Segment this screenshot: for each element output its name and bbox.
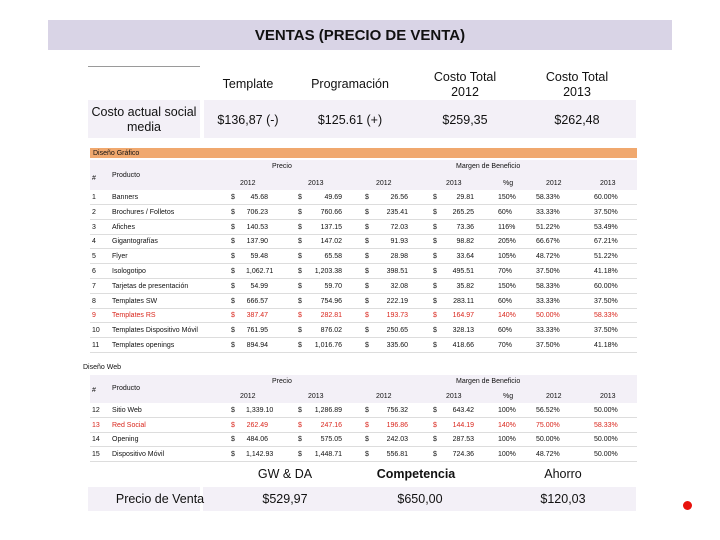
col-precio-2012: 2012 [240, 393, 256, 400]
table-cell-n: 11 [92, 342, 100, 349]
table-cell-p: Gigantografías [112, 238, 158, 246]
table-cell-b: 1,062.71 [246, 268, 274, 275]
col-margen-2013: 2013 [446, 393, 462, 400]
table-cell-i: 60% [498, 327, 513, 335]
table-cell-k: 60.00% [594, 282, 618, 290]
table-cell-j: 58.33% [536, 194, 560, 201]
table-cell-k: 58.33% [594, 421, 618, 429]
table-cell-n: 15 [92, 451, 100, 459]
table-cell-j: 51.22% [536, 223, 560, 231]
table-cell-c: $ [298, 238, 302, 246]
table-cell-p: Templates SW [112, 297, 158, 305]
table-cell-c: $ [298, 208, 302, 216]
table-cell-k: 37.50% [594, 297, 618, 305]
table-cell-b: 262.49 [246, 421, 268, 429]
table-cell-e: $ [365, 421, 369, 429]
table-cell-a: $ [231, 268, 235, 275]
value-gw-da: $529,97 [262, 492, 308, 506]
table-cell-h: 144.19 [452, 421, 474, 429]
table-cell-i: 150% [498, 282, 516, 290]
table-cell-k: 50.00% [594, 436, 618, 444]
table-cell-j: 48.72% [536, 451, 560, 459]
table-cell-c: $ [298, 407, 302, 414]
table-cell-f: 335.60 [386, 342, 408, 349]
table-cell-p: Red Social [112, 421, 146, 429]
table-cell-h: 35.82 [456, 282, 474, 290]
table-cell-d: 1,448.71 [314, 451, 342, 459]
row-divider [90, 263, 637, 264]
row-divider [90, 308, 637, 309]
table-cell-e: $ [365, 223, 369, 231]
table-cell-h: 287.53 [452, 436, 474, 444]
table-cell-h: 328.13 [452, 327, 474, 335]
table-cell-d: 65.58 [324, 253, 342, 261]
table-cell-i: 140% [498, 312, 516, 320]
table-cell-c: $ [298, 342, 302, 349]
table-cell-e: $ [365, 282, 369, 290]
table-cell-f: 250.65 [386, 327, 408, 335]
row-divider [90, 293, 637, 294]
table-cell-g: $ [433, 268, 437, 275]
table-cell-b: 761.95 [246, 327, 268, 335]
table-cell-c: $ [298, 327, 302, 335]
table-cell-i: 100% [498, 451, 516, 459]
table-cell-a: $ [231, 253, 235, 261]
table-cell-c: $ [298, 451, 302, 459]
table-cell-j: 75.00% [536, 421, 560, 429]
row-divider [90, 234, 637, 235]
table-cell-n: 9 [92, 312, 96, 320]
table-cell-e: $ [365, 451, 369, 459]
table-cell-n: 2 [92, 208, 96, 216]
table-cell-d: 1,016.76 [314, 342, 342, 349]
table-cell-j: 58.33% [536, 282, 560, 290]
row-divider [90, 352, 637, 353]
table-cell-g: $ [433, 194, 437, 201]
table-cell-b: 137.90 [246, 238, 268, 246]
table-cell-h: 265.25 [452, 208, 474, 216]
table-cell-f: 556.81 [386, 451, 408, 459]
table-cell-k: 50.00% [594, 451, 618, 459]
value-programacion: $125.61 (+) [317, 113, 383, 127]
table-cell-n: 3 [92, 223, 96, 231]
summary-row-label: Precio de Venta [115, 492, 205, 506]
table-cell-i: 205% [498, 238, 516, 246]
table-cell-c: $ [298, 312, 302, 320]
table-cell-g: $ [433, 282, 437, 290]
value-costo-2012: $259,35 [442, 113, 488, 127]
row-divider [90, 204, 637, 205]
row-divider [90, 322, 637, 323]
table-cell-k: 50.00% [594, 407, 618, 414]
col-product: Producto [112, 385, 141, 392]
table-cell-j: 50.00% [536, 436, 560, 444]
table-cell-g: $ [433, 327, 437, 335]
table-cell-d: 59.70 [324, 282, 342, 290]
table-cell-p: Templates Dispositivo Móvil [112, 327, 198, 335]
col-pct-2013: 2013 [600, 180, 616, 187]
col-precio-2012: 2012 [240, 180, 256, 187]
col-pct-2012: 2012 [546, 180, 562, 187]
table-cell-a: $ [231, 451, 235, 459]
table-cell-n: 6 [92, 268, 96, 275]
col-precio-2013: 2013 [308, 393, 324, 400]
table-cell-c: $ [298, 268, 302, 275]
table-cell-f: 242.03 [386, 436, 408, 444]
table-cell-d: 137.15 [320, 223, 342, 231]
table-cell-f: 196.86 [386, 421, 408, 429]
table-cell-k: 41.18% [594, 342, 618, 349]
table-cell-f: 32.08 [390, 282, 408, 290]
col-product: Producto [112, 172, 141, 179]
table-cell-a: $ [231, 342, 235, 349]
table-cell-g: $ [433, 407, 437, 414]
table-cell-f: 193.73 [386, 312, 408, 320]
table-cell-p: Tarjetas de presentación [112, 282, 189, 290]
table-cell-e: $ [365, 407, 369, 414]
col-margen-group: Margen de Beneficio [456, 378, 521, 385]
table-cell-c: $ [298, 253, 302, 261]
table-cell-a: $ [231, 223, 235, 231]
col-number: # [92, 175, 96, 182]
value-costo-2013: $262,48 [554, 113, 600, 127]
table-cell-k: 60.00% [594, 194, 618, 201]
table-cell-h: 98.82 [456, 238, 474, 246]
table-cell-i: 100% [498, 407, 516, 414]
table-cell-k: 53.49% [594, 223, 618, 231]
table-cell-n: 4 [92, 238, 96, 246]
table-cell-n: 8 [92, 297, 96, 305]
table-cell-g: $ [433, 342, 437, 349]
table-cell-d: 760.66 [320, 208, 342, 216]
table-cell-h: 283.11 [453, 297, 474, 305]
row-divider [90, 432, 637, 433]
table-cell-p: Afiches [112, 223, 135, 231]
table-cell-n: 1 [92, 194, 96, 201]
row-divider [90, 248, 637, 249]
col-margen-2013: 2013 [446, 180, 462, 187]
table-cell-g: $ [433, 312, 437, 320]
table-cell-j: 33.33% [536, 297, 560, 305]
table-cell-h: 643.42 [452, 407, 474, 414]
table-cell-d: 876.02 [320, 327, 342, 335]
table-cell-p: Sitio Web [112, 407, 142, 414]
table-cell-n: 12 [92, 407, 100, 414]
table-cell-i: 140% [498, 421, 516, 429]
table-cell-c: $ [298, 436, 302, 444]
table-cell-g: $ [433, 208, 437, 216]
table-cell-e: $ [365, 208, 369, 216]
table-cell-j: 66.67% [536, 238, 560, 246]
table-cell-c: $ [298, 194, 302, 201]
table-cell-e: $ [365, 436, 369, 444]
col-growth: %g [503, 393, 514, 400]
table-cell-e: $ [365, 297, 369, 305]
table-cell-g: $ [433, 253, 437, 261]
table-cell-k: 51.22% [594, 253, 618, 261]
col-precio-group: Precio [272, 378, 292, 385]
table-cell-a: $ [231, 282, 235, 290]
red-dot-marker [683, 501, 692, 510]
table-cell-i: 70% [498, 342, 513, 349]
table-cell-i: 105% [498, 253, 516, 261]
table-cell-p: Templates RS [112, 312, 156, 320]
table-cell-b: 54.99 [250, 282, 268, 290]
table-cell-b: 1,339.10 [246, 407, 274, 414]
table-cell-j: 37.50% [536, 268, 560, 275]
table-cell-e: $ [365, 327, 369, 335]
value-template: $136,87 (-) [217, 113, 279, 127]
table-cell-a: $ [231, 436, 235, 444]
value-ahorro: $120,03 [540, 492, 586, 506]
table-cell-b: 894.94 [246, 342, 268, 349]
table-cell-p: Banners [112, 194, 139, 201]
table-cell-j: 50.00% [536, 312, 560, 320]
col-pct-2012: 2012 [546, 393, 562, 400]
table-cell-k: 67.21% [594, 238, 618, 246]
table-cell-a: $ [231, 312, 235, 320]
col-margen-group: Margen de Beneficio [456, 163, 521, 170]
table-cell-n: 5 [92, 253, 96, 261]
table-cell-g: $ [433, 436, 437, 444]
table-cell-a: $ [231, 297, 235, 305]
table-cell-j: 56.52% [536, 407, 560, 414]
header-ahorro: Ahorro [544, 467, 582, 481]
table-cell-k: 41.18% [594, 268, 618, 275]
row-divider [90, 278, 637, 279]
table-cell-b: 484.06 [246, 436, 268, 444]
col-precio-2013: 2013 [308, 180, 324, 187]
table-cell-b: 1,142.93 [246, 451, 274, 459]
summary-row-label: Costo actual social media [91, 105, 197, 134]
table-cell-b: 706.23 [246, 208, 268, 216]
table-cell-e: $ [365, 268, 369, 275]
table-cell-i: 70% [498, 268, 513, 275]
table-cell-i: 116% [498, 223, 516, 231]
table-cell-k: 37.50% [594, 327, 618, 335]
table-cell-d: 49.69 [324, 194, 342, 201]
table-cell-f: 91.93 [390, 238, 408, 246]
table-cell-a: $ [231, 194, 235, 201]
table-cell-k: 58.33% [594, 312, 618, 320]
table-cell-j: 48.72% [536, 253, 560, 261]
col-precio-group: Precio [272, 163, 292, 170]
table-cell-p: Brochures / Folletos [112, 208, 175, 216]
table-cell-a: $ [231, 421, 235, 429]
table-cell-a: $ [231, 327, 235, 335]
col-margen-2012: 2012 [376, 180, 392, 187]
row-divider [90, 337, 637, 338]
table-cell-a: $ [231, 238, 235, 246]
table-cell-n: 10 [92, 327, 100, 335]
table-cell-i: 150% [498, 194, 516, 201]
table-cell-g: $ [433, 238, 437, 246]
table-cell-g: $ [433, 451, 437, 459]
table-cell-d: 282.81 [320, 312, 342, 320]
table-cell-h: 495.51 [452, 268, 474, 275]
table-cell-p: Templates openings [112, 342, 175, 349]
table-cell-p: Opening [112, 436, 139, 444]
table-cell-f: 28.98 [390, 253, 408, 261]
table-cell-p: Flyer [112, 253, 128, 261]
table-cell-e: $ [365, 194, 369, 201]
table-cell-c: $ [298, 282, 302, 290]
section-label: Diseño Web [83, 364, 122, 371]
table-cell-f: 222.19 [386, 297, 408, 305]
table-cell-b: 387.47 [246, 312, 268, 320]
table-cell-n: 7 [92, 282, 96, 290]
table-cell-n: 14 [92, 436, 100, 444]
divider [88, 66, 200, 67]
table-cell-e: $ [365, 238, 369, 246]
table-cell-g: $ [433, 297, 437, 305]
header-gw-da: GW & DA [257, 467, 313, 481]
table-cell-j: 37.50% [536, 342, 560, 349]
table-cell-i: 60% [498, 297, 513, 305]
table-cell-h: 73.36 [456, 223, 474, 231]
table-cell-b: 45.68 [250, 194, 268, 201]
col-number: # [92, 387, 96, 394]
header-competencia: Competencia [376, 467, 456, 481]
table-cell-c: $ [298, 297, 302, 305]
table-cell-b: 59.48 [250, 253, 268, 261]
table-cell-h: 33.64 [456, 253, 474, 261]
page-title: VENTAS (PRECIO DE VENTA) [48, 20, 672, 50]
table-cell-c: $ [298, 223, 302, 231]
col-growth: %g [503, 180, 514, 187]
header-template: Template [222, 77, 274, 91]
table-cell-e: $ [365, 253, 369, 261]
table-cell-p: Dispositivo Móvil [112, 451, 165, 459]
table-cell-d: 754.96 [320, 297, 342, 305]
table-cell-i: 100% [498, 436, 516, 444]
table-cell-p: Isologotipo [112, 268, 146, 275]
table-cell-n: 13 [92, 421, 100, 429]
table-cell-i: 60% [498, 208, 513, 216]
table-cell-c: $ [298, 421, 302, 429]
table-cell-e: $ [365, 342, 369, 349]
row-divider [90, 219, 637, 220]
table-cell-h: 164.97 [452, 312, 474, 320]
section-label: Diseño Gráfico [93, 150, 140, 157]
table-cell-d: 1,203.38 [314, 268, 342, 275]
header-costo-2012: Costo Total 2012 [433, 70, 497, 99]
table-cell-d: 147.02 [320, 238, 342, 246]
table-cell-j: 33.33% [536, 327, 560, 335]
table-cell-d: 575.05 [320, 436, 342, 444]
table-cell-b: 666.57 [246, 297, 268, 305]
table-cell-h: 724.36 [452, 451, 474, 459]
header-costo-2013: Costo Total 2013 [545, 70, 609, 99]
header-programacion: Programación [311, 77, 389, 91]
table-cell-a: $ [231, 407, 235, 414]
row-divider [90, 461, 637, 462]
table-cell-h: 418.66 [452, 342, 474, 349]
table-cell-e: $ [365, 312, 369, 320]
value-competencia: $650,00 [397, 492, 443, 506]
table-cell-d: 247.16 [320, 421, 342, 429]
table-cell-d: 1,286.89 [314, 407, 342, 414]
table-cell-f: 72.03 [390, 223, 408, 231]
col-margen-2012: 2012 [376, 393, 392, 400]
table-cell-j: 33.33% [536, 208, 560, 216]
table-cell-g: $ [433, 223, 437, 231]
table-cell-g: $ [433, 421, 437, 429]
table-cell-f: 398.51 [386, 268, 408, 275]
col-pct-2013: 2013 [600, 393, 616, 400]
table-cell-f: 26.56 [390, 194, 408, 201]
table-cell-f: 756.32 [386, 407, 408, 414]
section-header-bar [90, 148, 637, 158]
table-cell-h: 29.81 [456, 194, 474, 201]
table-cell-k: 37.50% [594, 208, 618, 216]
table-cell-b: 140.53 [246, 223, 268, 231]
table-cell-a: $ [231, 208, 235, 216]
table-cell-f: 235.41 [386, 208, 408, 216]
row-divider [90, 446, 637, 447]
row-divider [90, 417, 637, 418]
